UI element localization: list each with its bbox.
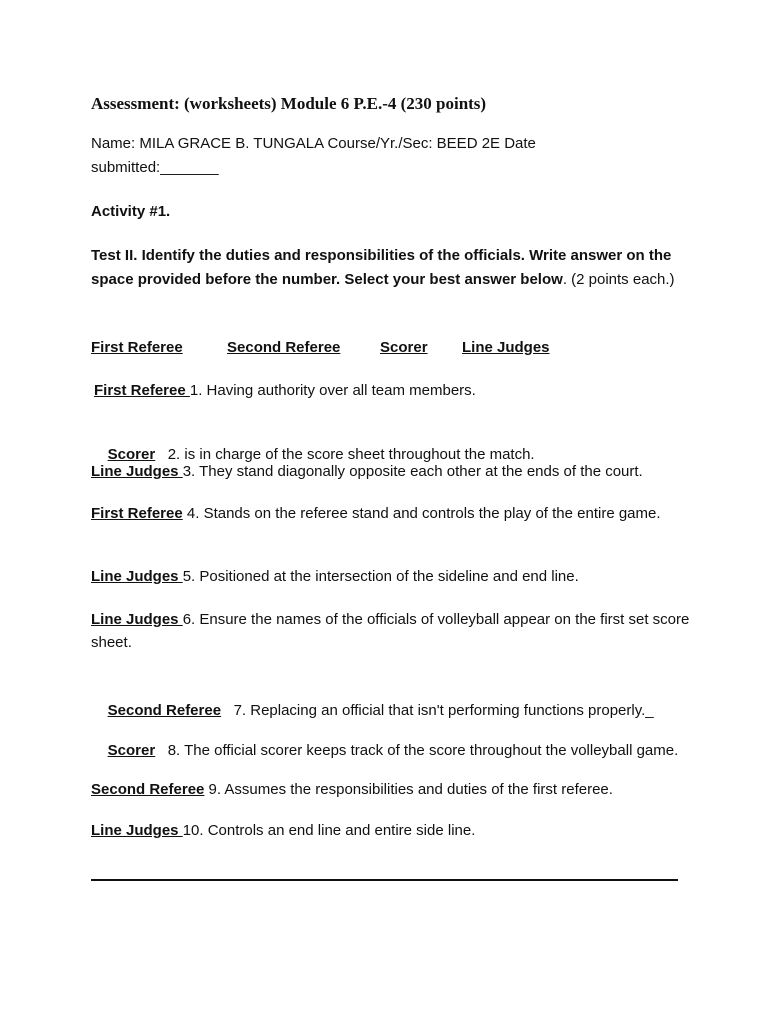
question-item [91,716,691,785]
student-info-line-1: Name: MILA GRACE B. TUNGALA Course/Yr./Sec: BEED 2E Date [91,135,536,152]
answer-label: Line Judges [91,568,183,585]
answer-label: Scorer [107,742,156,759]
question-text: 1. Having authority over all team members. [189,382,476,399]
option-scorer: Scorer [380,339,428,356]
answer-label: Line Judges [91,463,183,480]
question-item [91,460,691,483]
question-text: 10. Controls an end line and entire side line. [182,822,476,839]
question-item [91,502,691,525]
instructions [91,244,691,292]
question-item [91,565,691,588]
question-text: 7. Replacing an official that isn't performing functions properly._ [221,702,654,719]
answer-label: Line Judges [91,611,183,628]
student-info-line-2: submitted:_______ [91,159,219,176]
question-text: 3. They stand diagonally opposite each other at the ends of the court. [182,463,643,480]
bottom-divider [91,879,678,881]
question-item [91,819,691,842]
page-title: Assessment: (worksheets) Module 6 P.E.-4 (230 points) [91,94,487,113]
answer-label: Second Referee [91,781,205,798]
question-text: 4. Stands on the referee stand and controls the play of the entire game. [182,505,661,522]
student-info [91,132,691,180]
option-first-referee: First Referee [91,339,183,356]
question-text: 6. Ensure the names of the officials of volleyball appear on the first set score sheet. [91,611,690,651]
instructions-bold: Test II. Identify the duties and responsibilities of the officials. Write answer on the space provided before the number. Select your best answer below [91,247,672,288]
question-text: 5. Positioned at the intersection of the sideline and end line. [182,568,579,585]
answer-label: First Referee [91,505,183,522]
question-text: 8. The official scorer keeps track of the score throughout the volleyball game. [155,742,679,759]
activity-heading: Activity #1. [91,203,171,220]
option-line-judges: Line Judges [462,339,550,356]
question-text: 9. Assumes the responsibilities and duties of the first referee. [204,781,613,798]
question-item [91,778,691,801]
answer-label: First Referee [94,382,190,399]
answer-label: Second Referee [107,702,222,719]
answer-label: Line Judges [91,822,183,839]
question-item [94,379,694,402]
option-second-referee: Second Referee [227,339,341,356]
answer-label: Scorer [107,446,156,463]
question-text: 2. is in charge of the score sheet throughout the match. [155,446,535,463]
instructions-points: . (2 points each.) [562,271,675,288]
question-item [91,608,691,654]
